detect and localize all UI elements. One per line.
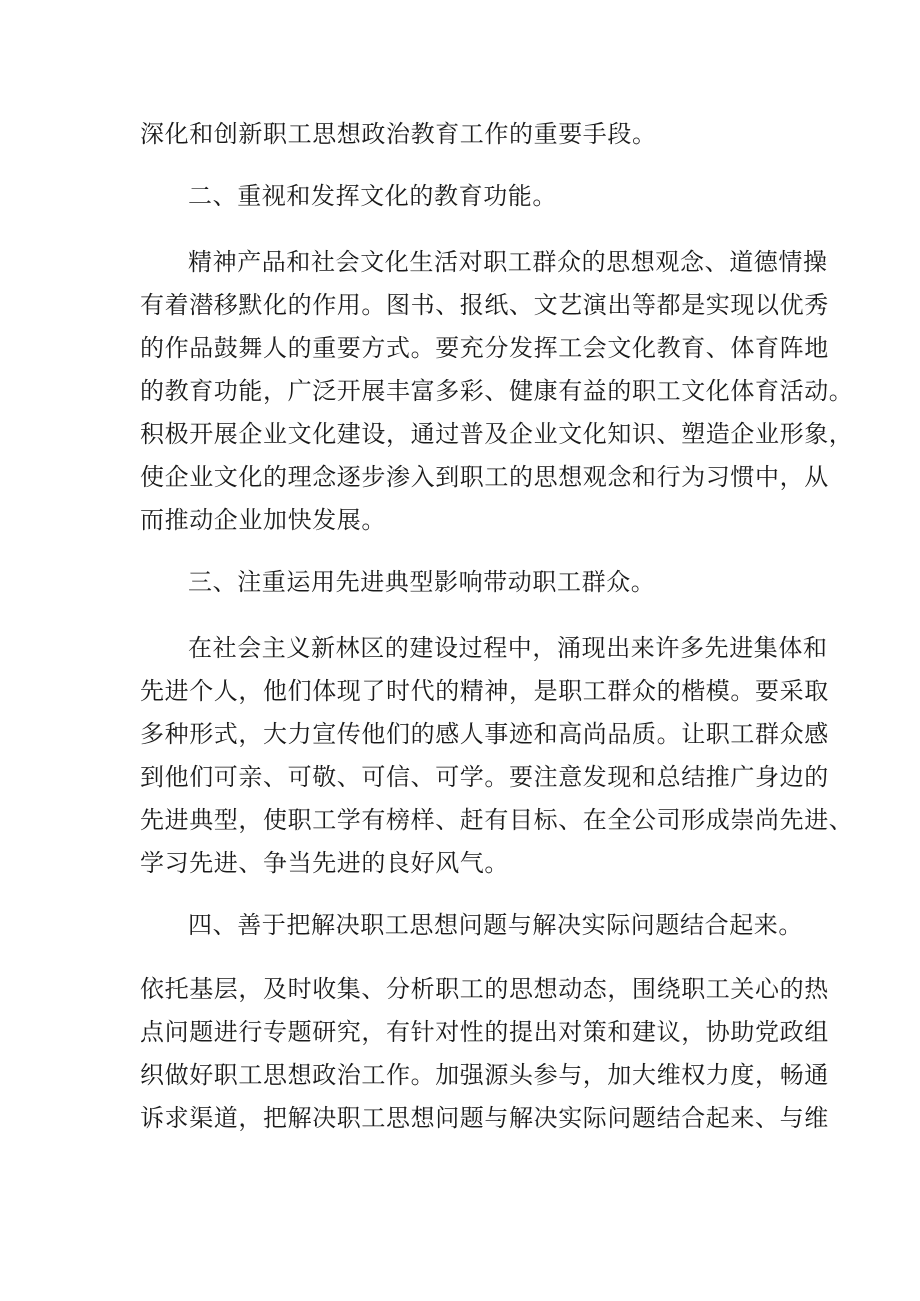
paragraph-line: 织做好职工思想政治工作。加强源头参与，加大维权力度，畅通 [140,1061,829,1089]
paragraph-line: 而推动企业加快发展。 [140,506,386,534]
section-heading: 四、善于把解决职工思想问题与解决实际问题结合起来。 [188,911,803,939]
section-heading: 三、注重运用先进典型影响带动职工群众。 [188,568,656,596]
paragraph-line: 有着潜移默化的作用。图书、报纸、文艺演出等都是实现以优秀 [140,291,829,319]
paragraph-line: 学习先进、争当先进的良好风气。 [140,849,509,877]
paragraph-line: 使企业文化的理念逐步渗入到职工的思想观念和行为习惯中，从 [140,463,829,491]
paragraph-line: 点问题进行专题研究，有针对性的提出对策和建议，协助党政组 [140,1018,829,1046]
section-heading: 二、重视和发挥文化的教育功能。 [188,182,557,210]
paragraph-line: 先进典型，使职工学有榜样、赶有目标、在全公司形成崇尚先进、 [140,806,854,834]
paragraph-line: 到他们可亲、可敬、可信、可学。要注意发现和总结推广身边的 [140,763,829,791]
paragraph-line: 的教育功能，广泛开展丰富多彩、健康有益的职工文化体育活动。 [140,377,854,405]
paragraph-line: 依托基层，及时收集、分析职工的思想动态，围绕职工关心的热 [140,975,829,1003]
paragraph-line: 的作品鼓舞人的重要方式。要充分发挥工会文化教育、体育阵地 [140,334,829,362]
paragraph-line: 先进个人，他们体现了时代的精神，是职工群众的楷模。要采取 [140,677,829,705]
paragraph-line: 多种形式，大力宣传他们的感人事迹和高尚品质。让职工群众感 [140,720,829,748]
paragraph-line: 精神产品和社会文化生活对职工群众的思想观念、道德情操 [188,248,828,276]
paragraph-line: 在社会主义新林区的建设过程中，涌现出来许多先进集体和 [188,634,828,662]
paragraph-line: 积极开展企业文化建设，通过普及企业文化知识、塑造企业形象， [140,420,854,448]
paragraph-line: 诉求渠道，把解决职工思想问题与解决实际问题结合起来、与维 [140,1104,829,1132]
paragraph-line: 深化和创新职工思想政治教育工作的重要手段。 [140,120,657,148]
